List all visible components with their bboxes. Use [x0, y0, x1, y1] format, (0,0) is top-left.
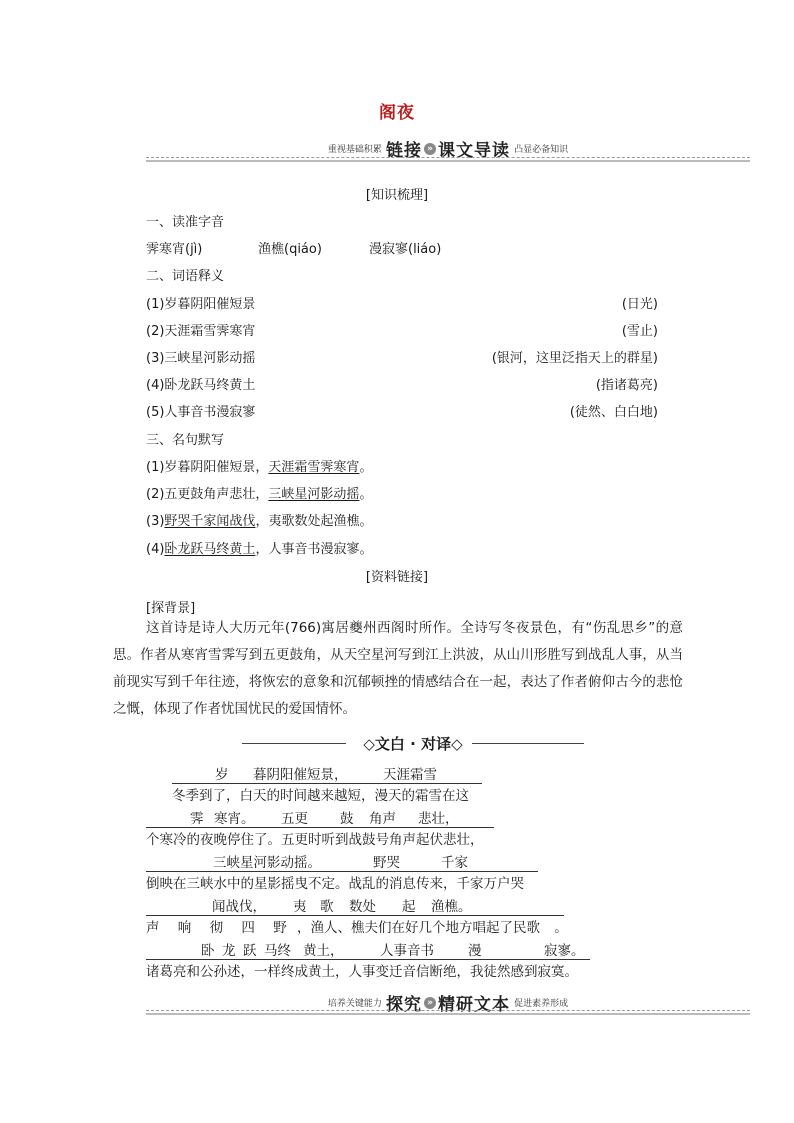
header-rule-right — [472, 743, 584, 744]
background-tag: [探背景] — [146, 601, 196, 616]
recitation-suffix: 。 — [359, 487, 373, 502]
definition-phrase: (4)卧龙跃马终黄土 — [146, 378, 256, 393]
translation-header — [242, 733, 584, 753]
banner-divider-thick — [146, 1013, 750, 1015]
original-word: 岁 — [215, 767, 229, 783]
pinyin-item: 渔樵(qiáo) — [258, 242, 322, 257]
original-word: 三峡星河影动摇。 — [213, 855, 321, 871]
original-word: 数处 — [349, 899, 376, 915]
definition-gloss: (日光) — [621, 297, 658, 312]
recitation-prefix: (4) — [146, 542, 165, 557]
recitation-line — [146, 510, 372, 529]
original-word: 歌 — [320, 899, 334, 915]
translation-line: 冬季到了，白天的时间越来越短，漫天的霜雪在这 — [172, 788, 469, 804]
translation-title: ◇文白 · 对译◇ — [363, 735, 463, 753]
original-word: 角声 — [369, 811, 396, 827]
banner-divider-thick — [146, 160, 750, 162]
original-word: 起 — [402, 899, 416, 915]
definition-gloss: (指诸葛亮) — [595, 378, 658, 393]
translation-line: 个寒冷的夜晚停住了。五更时听到战鼓号角声起伏悲壮， — [146, 832, 484, 848]
original-word: 暮阴阳催短景， — [253, 767, 348, 783]
original-word: 寒宵。 — [214, 811, 255, 827]
double-arrow-icon: » — [424, 997, 436, 1009]
pinyin-item: 漫寂寥(liáo) — [369, 242, 442, 257]
translation-end: 。 — [554, 920, 568, 936]
original-word: 龙 — [222, 943, 236, 959]
recitation-prefix: (3) — [146, 514, 165, 529]
original-word: 马终 — [264, 943, 291, 959]
banner-right-text: 凸显必备知识 — [514, 145, 569, 155]
double-arrow-icon: » — [424, 143, 436, 155]
banner-word-guide: 课文导读 — [438, 141, 510, 161]
translation-line: 倒映在三峡水中的星影摇曳不定。战乱的消息传来，千家万户哭 — [146, 876, 524, 892]
original-word: 闻战伐， — [212, 899, 266, 915]
background-paragraph — [113, 615, 683, 723]
original-word: 夷 — [293, 899, 307, 915]
definition-phrase: (5)人事音书漫寂寥 — [146, 405, 256, 420]
original-word: 五更 — [281, 811, 308, 827]
translation-line: 诸葛亮和公孙述，一样终成黄土，人事变迁音信断绝，我徒然感到寂寞。 — [146, 964, 578, 980]
translation-char: 野 — [273, 920, 287, 936]
banner-left-text: 培养关键能力 — [327, 999, 382, 1009]
original-word: 跃 — [243, 943, 257, 959]
definition-gloss: (银河，这里泛指天上的群星) — [491, 351, 658, 366]
original-word: 漫 — [468, 943, 482, 959]
original-word: 寂寥。 — [544, 943, 585, 959]
translation-char: 响 — [177, 920, 192, 936]
original-word: 千家 — [441, 855, 468, 871]
original-word: 天涯霜雪 — [383, 767, 437, 783]
header-rule-left — [242, 743, 346, 744]
banner-word-explore: 探究 — [386, 995, 422, 1015]
recitation-line — [146, 483, 372, 502]
recitation-suffix: ，人事音书漫寂寥。 — [255, 542, 373, 557]
original-word: 野哭 — [373, 855, 400, 871]
translation-char: 声 — [146, 920, 160, 936]
recitation-prefix: (2)五更鼓角声悲壮， — [146, 487, 269, 502]
definition-phrase: (2)天涯霜雪霁寒宵 — [146, 324, 256, 339]
resource-header: [资料链接] — [365, 570, 429, 585]
recitation-answer: 天涯霜雪霁寒宵 — [268, 460, 360, 475]
original-word: 卧 — [201, 943, 215, 959]
banner-right-text: 促进素养形成 — [514, 999, 569, 1009]
definition-gloss: (徒然、白白地) — [569, 405, 658, 420]
section1-heading: 一、读准字音 — [146, 215, 225, 230]
recitation-answer: 卧龙跃马终黄土 — [164, 542, 256, 557]
original-word: 黄土， — [303, 943, 344, 959]
definition-gloss: (雪止) — [621, 324, 658, 339]
section2-heading: 二、词语释义 — [146, 269, 225, 284]
knowledge-header: [知识梳理] — [365, 188, 429, 203]
recitation-answer: 野哭千家闻战伐 — [164, 514, 256, 529]
recitation-suffix: 。 — [359, 460, 373, 475]
original-word: 渔樵。 — [431, 899, 472, 915]
recitation-prefix: (1)岁暮阴阳催短景， — [146, 460, 269, 475]
pinyin-item: 霁寒宵(jì) — [146, 242, 203, 257]
translation-char: 四 — [241, 920, 255, 936]
original-word: 霁 — [190, 811, 204, 827]
banner-word-study: 精研文本 — [438, 995, 510, 1015]
section3-heading: 三、名句默写 — [146, 433, 225, 448]
original-word: 悲壮， — [418, 811, 459, 827]
original-word: 人事音书 — [380, 943, 434, 959]
original-word: 鼓 — [340, 811, 354, 827]
translation-char: 彻 — [209, 920, 224, 936]
recitation-line — [146, 456, 372, 475]
definition-phrase: (1)岁暮阴阳催短景 — [146, 297, 256, 312]
translation-rest: ，渔人、樵夫们在好几个地方唱起了民歌 — [296, 920, 540, 936]
banner-word-link: 链接 — [386, 141, 422, 161]
recitation-line — [146, 538, 372, 557]
background-text: 这首诗是诗人大历元年(766)寓居夔州西阁时所作。全诗写冬夜景色，有“伤乱思乡”的意思。作者从寒宵雪霁写到五更鼓角，从天空星河写到江上洪波，从山川形胜写到战乱人事，从当前现实写到千年往迹，将恢宏的意象和沉郁顿挫的情感结合在一起，表达了作者俯仰古今的悲怆之慨，体现了作者忧国忧民的爱国情怀。 — [113, 620, 683, 717]
page-title: 阁夜 — [379, 103, 415, 123]
banner-divider — [146, 157, 750, 158]
definition-phrase: (3)三峡星河影动摇 — [146, 351, 256, 366]
bottom-banner — [146, 990, 750, 1020]
top-banner — [146, 136, 750, 166]
recitation-answer: 三峡星河影动摇 — [268, 487, 360, 502]
banner-divider — [146, 1010, 750, 1011]
recitation-suffix: ，夷歌数处起渔樵。 — [255, 514, 373, 529]
banner-left-text: 重视基础积累 — [327, 145, 382, 155]
translation-line — [146, 916, 568, 936]
